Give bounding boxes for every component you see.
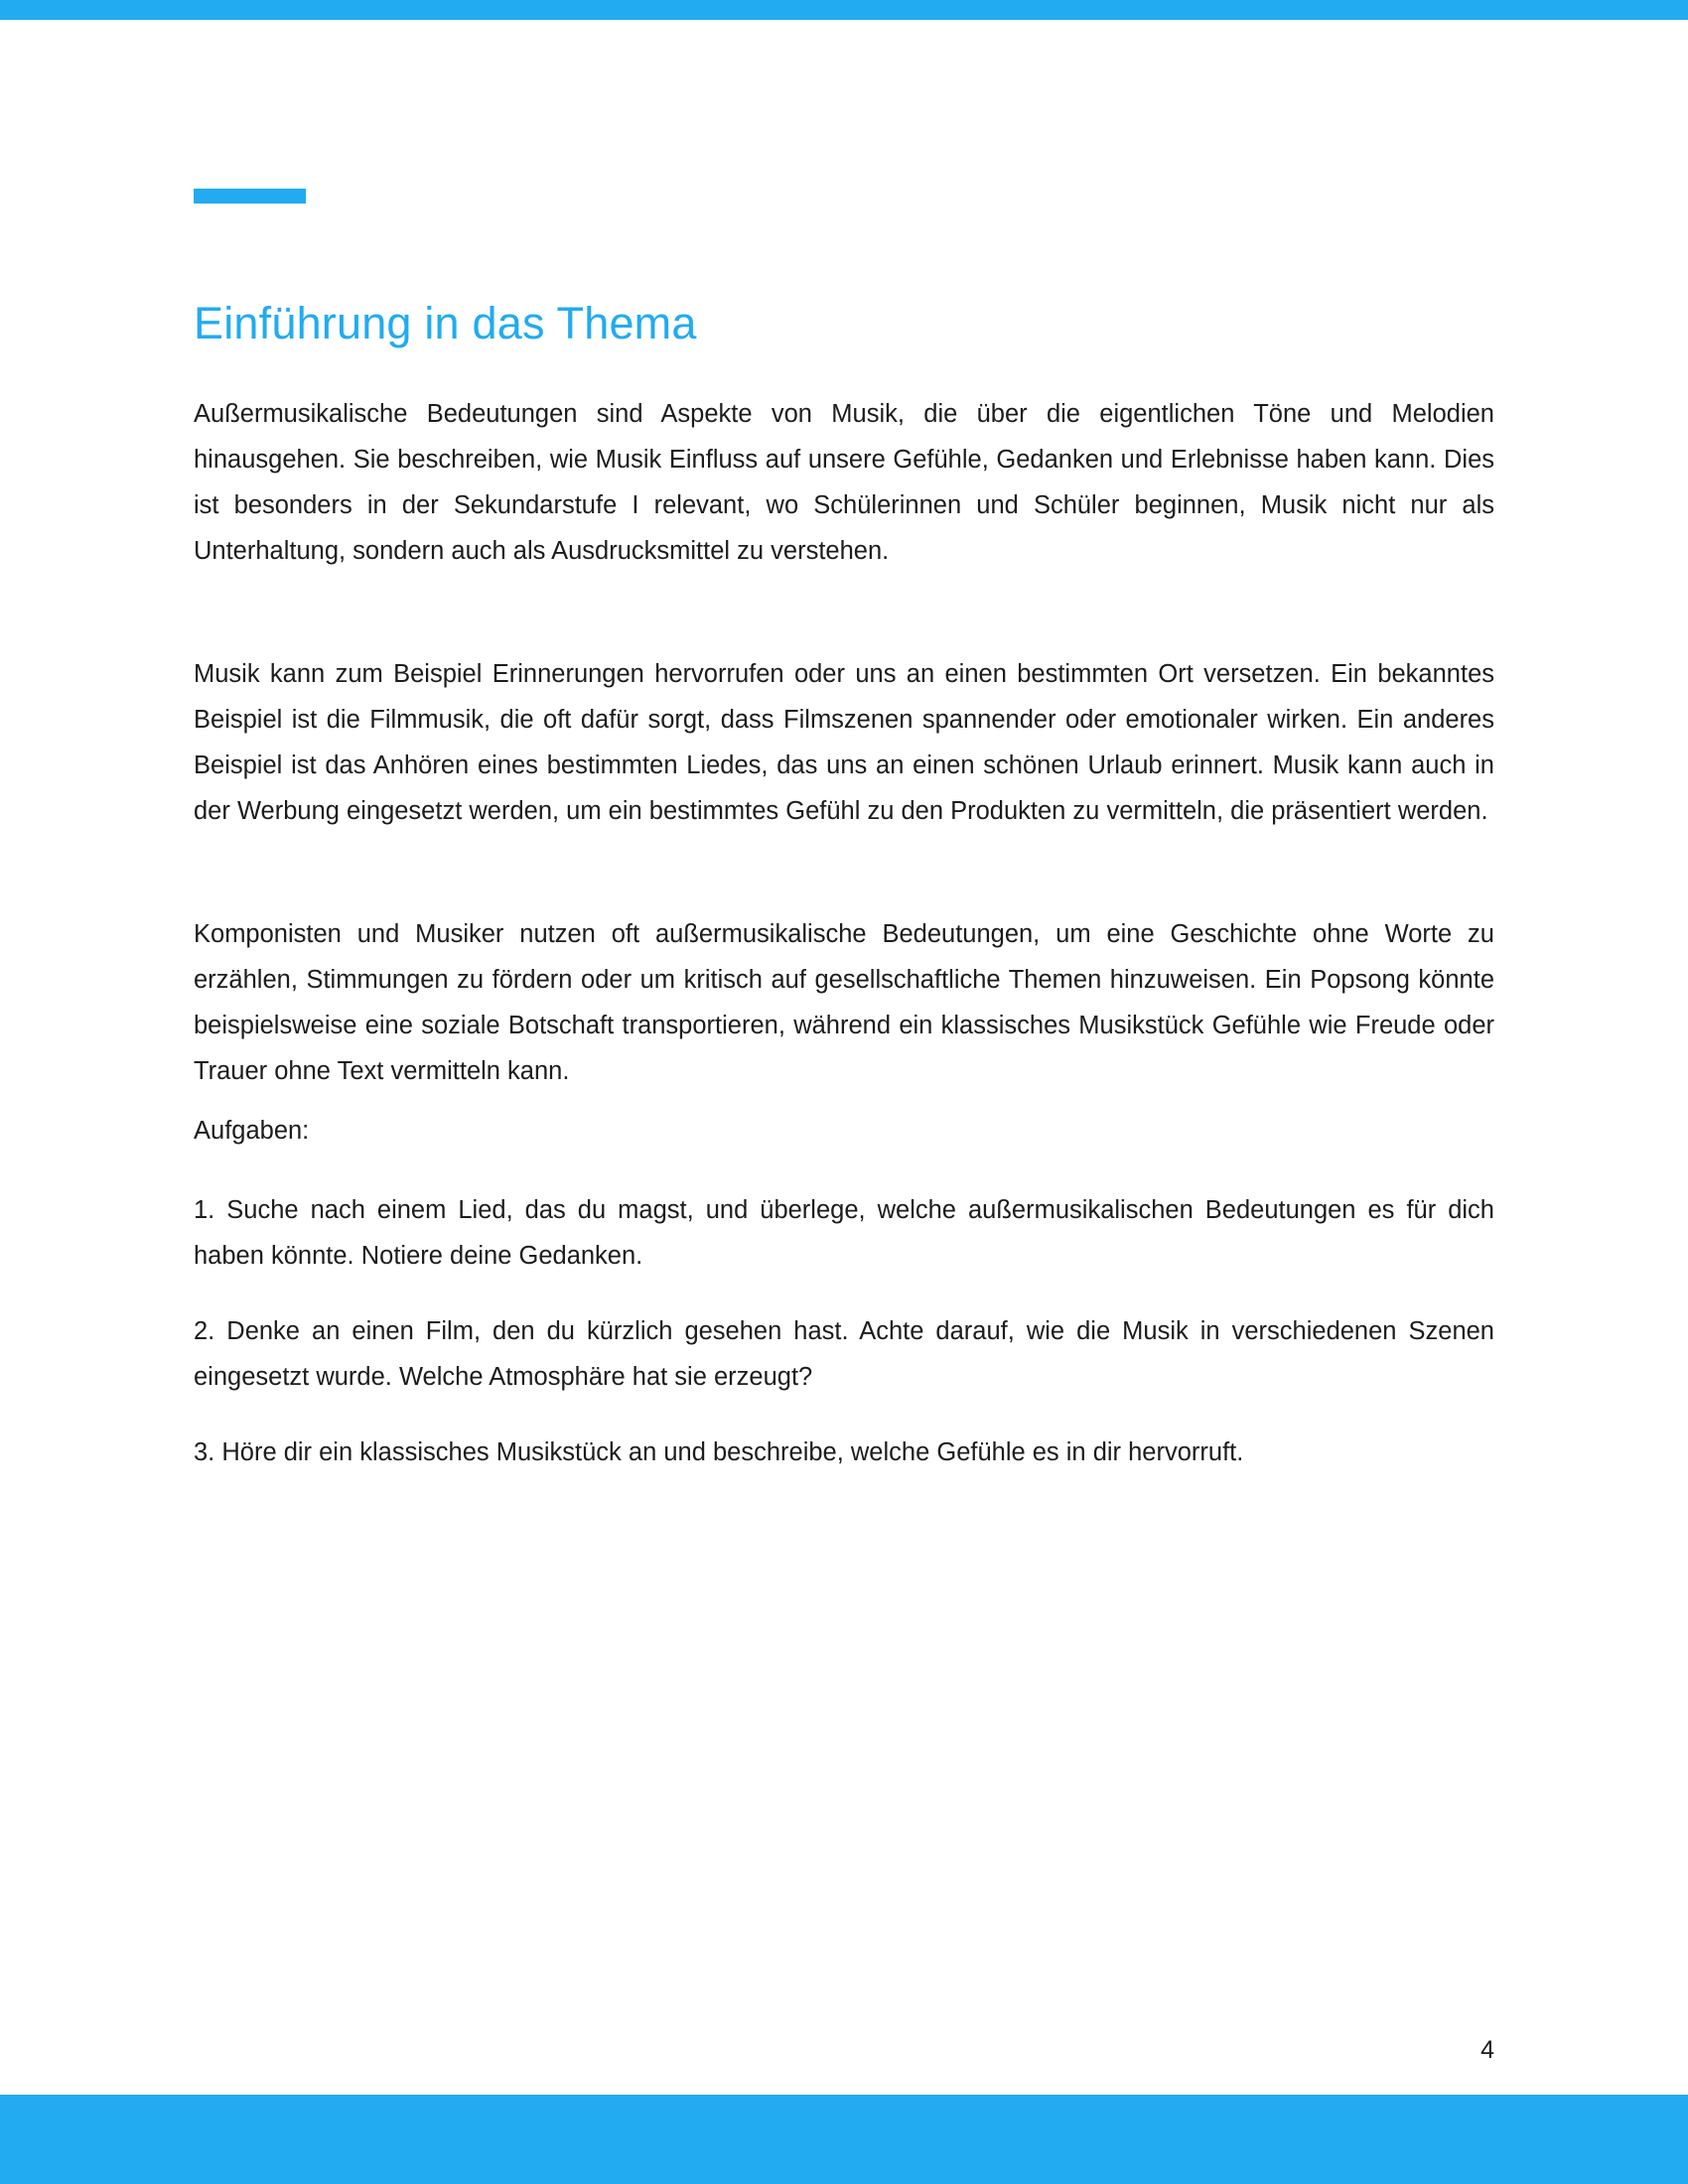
- task-item: 1. Suche nach einem Lied, das du magst, und überlege, welche außermusikalischen Bedeutungen es für dich haben könnte. Notiere deine Gedanken.: [194, 1195, 1494, 1270]
- page-title: Einführung in das Thema: [194, 298, 697, 348]
- page-number: 4: [1480, 2036, 1494, 2064]
- body-text-block: [194, 391, 1494, 1094]
- task-item: 2. Denke an einen Film, den du kürzlich gesehen hast. Achte darauf, wie die Musik in verschiedenen Szenen eingesetzt wurde. Welche Atmosphäre hat sie erzeugt?: [194, 1316, 1494, 1391]
- top-accent-bar: [0, 0, 1688, 20]
- paragraph: Musik kann zum Beispiel Erinnerungen hervorrufen oder uns an einen bestimmten Ort versetzen. Ein bekanntes Beispiel ist die Filmmusik, die oft dafür sorgt, dass Filmszenen spannender oder emotionaler wirken. Ein anderes Beispiel ist das Anhören eines bestimmten Liedes, das uns an einen schönen Urlaub erinnert. Musik kann auch in der Werbung eingesetzt werden, um ein bestimmtes Gefühl zu den Produkten zu vermitteln, die präsentiert werden.: [194, 659, 1494, 825]
- paragraph: Außermusikalische Bedeutungen sind Aspekte von Musik, die über die eigentlichen Töne und Melodien hinausgehen. Sie beschreiben, wie Musik Einfluss auf unsere Gefühle, Gedanken und Erlebnisse haben kann. Dies ist besonders in der Sekundarstufe I relevant, wo Schülerinnen und Schüler beginnen, Musik nicht nur als Unterhaltung, sondern auch als Ausdrucksmittel zu verstehen.: [194, 399, 1494, 565]
- tasks-section: [194, 1108, 1494, 1475]
- heading-accent-rule: [194, 189, 306, 204]
- page-content: [0, 20, 1688, 2095]
- tasks-heading: Aufgaben:: [194, 1116, 310, 1145]
- paragraph: Komponisten und Musiker nutzen oft außermusikalische Bedeutungen, um eine Geschichte ohne Worte zu erzählen, Stimmungen zu fördern oder um kritisch auf gesellschaftliche Themen hinzuweisen. Ein Popsong könnte beispielsweise eine soziale Botschaft transportieren, während ein klassisches Musikstück Gefühle wie Freude oder Trauer ohne Text vermitteln kann.: [194, 919, 1494, 1085]
- task-item: 3. Höre dir ein klassisches Musikstück an und beschreibe, welche Gefühle es in dir hervorruft.: [194, 1437, 1244, 1466]
- bottom-accent-bar: [0, 2095, 1688, 2184]
